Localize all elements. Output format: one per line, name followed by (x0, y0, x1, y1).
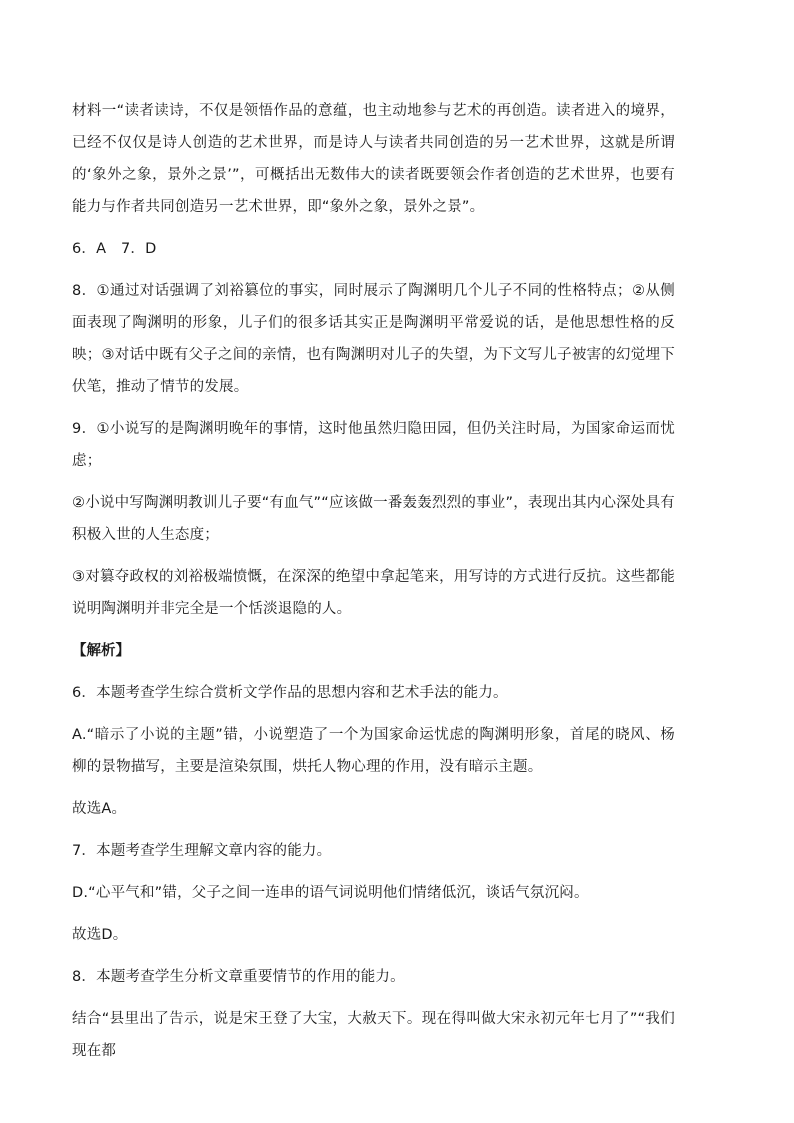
answer-9-point-3: ③对篡夺政权的刘裕极端愤慨，在深深的绝望中拿起笔来，用写诗的方式进行反抗。这些都能说明陶渊明并非完全是一个恬淡退隐的人。 (72, 569, 675, 617)
document-page (72, 95, 675, 1077)
analysis-6-intro: 6．本题考查学生综合赏析文学作品的思想内容和艺术手法的能力。 (72, 685, 508, 701)
material-paragraph: 材料一“读者读诗，不仅是领悟作品的意蕴，也主动地参与艺术的再创造。读者进入的境界，已经不仅仅是诗人创造的艺术世界，而是诗人与读者共同创造的另一艺术世界，这就是所谓的‘象外之象，景外之景’”，可概括出无数伟大的读者既要领会作者创造的艺术世界，也要有能力与作者共同创造另一艺术世界，即“象外之象，景外之景”。 (72, 103, 675, 215)
answer-8: 8．①通过对话强调了刘裕篡位的事实，同时展示了陶渊明几个儿子不同的性格特点；②从侧面表现了陶渊明的形象，儿子们的很多话其实正是陶渊明平常爱说的话，是他思想性格的反映；③对话中既有父子之间的亲情，也有陶渊明对儿子的失望，为下文写儿子被害的幻觉埋下伏笔，推动了情节的发展。 (72, 283, 675, 395)
answer-9-point-1: 9．①小说写的是陶渊明晚年的事情，这时他虽然归隐田园，但仍关注时局，为国家命运而忧虑； (72, 421, 675, 469)
analysis-7-intro: 7．本题考查学生理解文章内容的能力。 (72, 843, 332, 859)
analysis-8-body: 结合“县里出了告示，说是宋王登了大宝，大赦天下。现在得叫做大宋永初元年七月了”“我们现在都 (72, 1011, 675, 1059)
analysis-8-intro: 8．本题考查学生分析文章重要情节的作用的能力。 (72, 969, 405, 985)
analysis-7-choice: 故选D。 (72, 927, 128, 943)
analysis-6-body: A.“暗示了小说的主题”错，小说塑造了一个为国家命运忧虑的陶渊明形象，首尾的晓风、杨柳的景物描写，主要是渲染氛围，烘托人物心理的作用，没有暗示主题。 (72, 727, 675, 775)
answers-6-7: 6．A 7．D (72, 241, 157, 257)
analysis-7-body: D.“心平气和”错，父子之间一连串的语气词说明他们情绪低沉，谈话气氛沉闷。 (72, 885, 589, 901)
analysis-6-choice: 故选A。 (72, 801, 127, 817)
analysis-heading: 【解析】 (72, 643, 130, 659)
answer-9-point-2: ②小说中写陶渊明教训儿子要“有血气”“应该做一番轰轰烈烈的事业”，表现出其内心深处具有积极入世的人生态度； (72, 495, 675, 543)
